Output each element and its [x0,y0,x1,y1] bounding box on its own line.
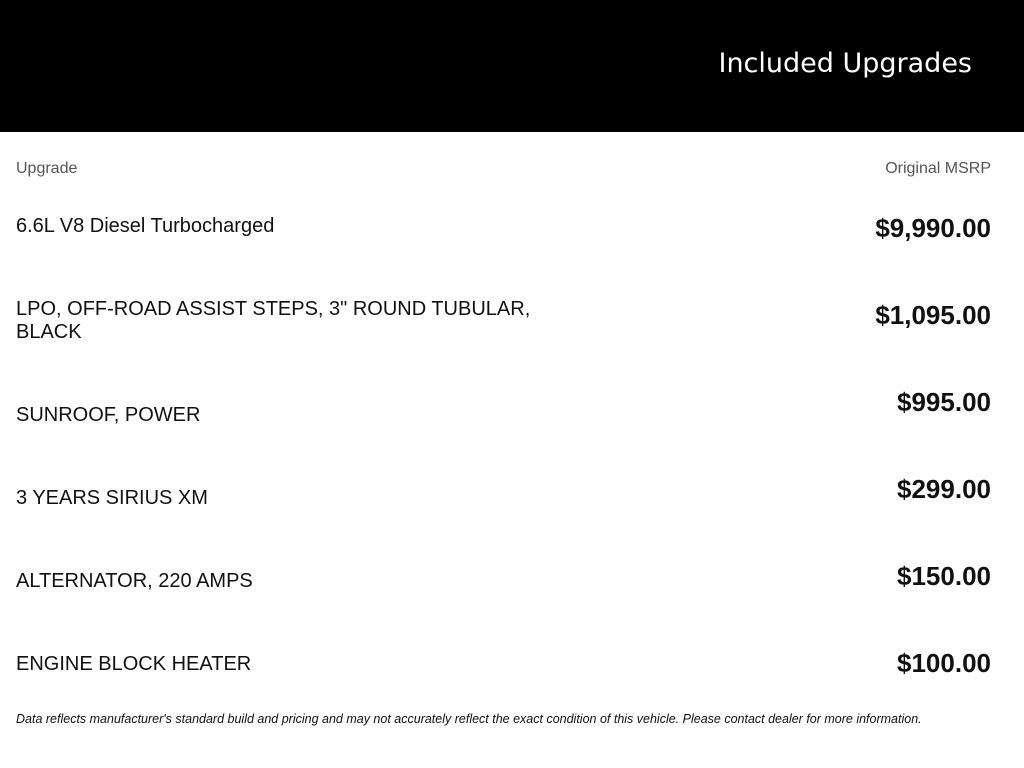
upgrade-name: 3 YEARS SIRIUS XM [16,487,208,509]
upgrade-name: SUNROOF, POWER [16,404,201,426]
upgrade-price: $9,990.00 [875,213,991,243]
upgrade-name: ALTERNATOR, 220 AMPS [16,570,253,592]
disclaimer-text: Data reflects manufacturer's standard build and pricing and may not accurately reflect the exact condition of this vehicle. Please contact dealer for more information. [16,712,922,726]
upgrade-price: $1,095.00 [875,300,991,330]
upgrade-name: ENGINE BLOCK HEATER [16,653,252,675]
upgrade-column-header: Upgrade [16,160,78,177]
upgrade-price: $995.00 [897,387,991,417]
upgrade-name: LPO, OFF-ROAD ASSIST STEPS, 3" ROUND TUBULAR, BLACK [16,298,531,343]
upgrade-name: 6.6L V8 Diesel Turbocharged [16,215,275,237]
page-title: Included Upgrades [718,48,972,79]
upgrade-price: $150.00 [897,561,991,591]
msrp-column-header: Original MSRP [885,160,991,177]
upgrade-price: $299.00 [897,474,991,504]
upgrade-price: $100.00 [897,648,991,678]
header-bar [0,0,1024,132]
